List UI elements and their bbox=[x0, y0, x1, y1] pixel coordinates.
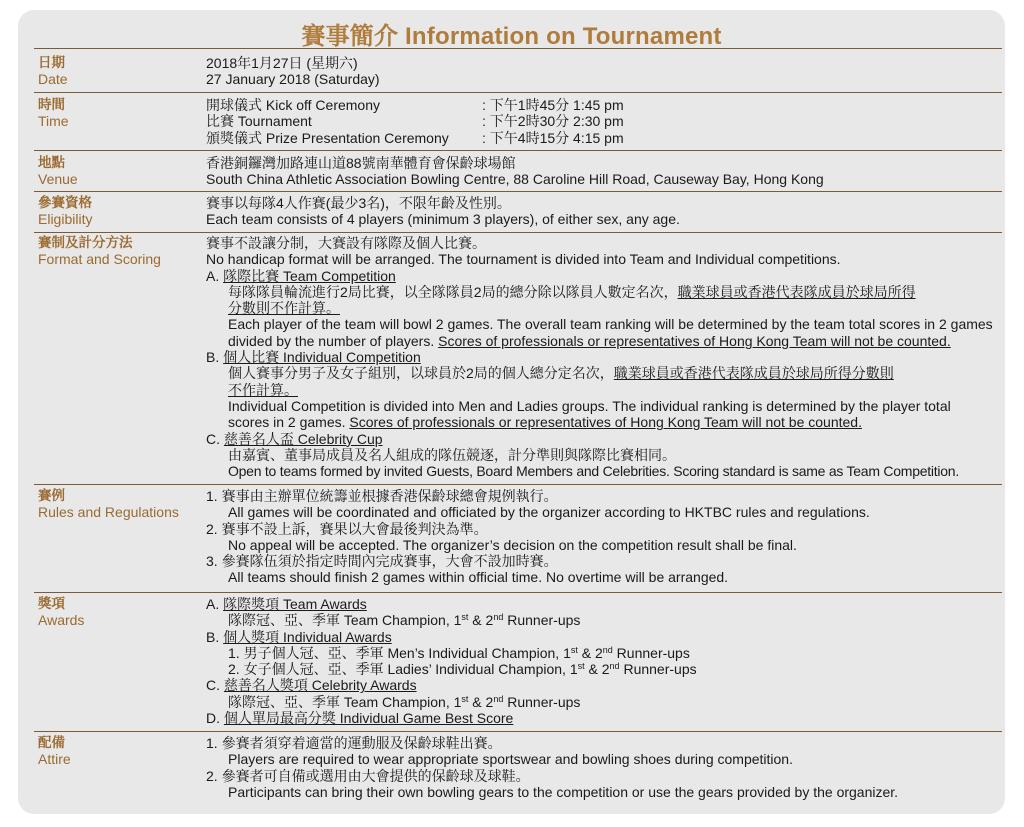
awards-content: A. 隊際獎項 Team Awards 隊際冠、亞、季軍 Team Champion, 1st & 2nd Runner-ups B. 個人獎項 Individual Awards 1. 男子個人冠、亞、季軍 Men’s Individual Champion, 1st & 2nd Runner-ups 2. 女子個人冠、亞、季軍 Ladies’ Individual Champion, 1st & 2nd Runner-ups C. 慈善名人獎項 Celebrity Awards 隊際冠、亞、季軍 Team Champion, 1st & 2nd Runner-ups D. 個人單局最高分獎 Individual Game Best Score bbox=[206, 596, 996, 726]
date-label: 日期 Date bbox=[38, 55, 68, 87]
rule-item: 2. 賽事不設上訴，賽果以大會最後判決為準。 bbox=[206, 520, 488, 537]
time-row: 開球儀式 Kick off Ceremony : 下午1時45分 1:45 pm bbox=[206, 97, 624, 113]
attire-item: 1. 參賽者須穿着適當的運動服及保齡球鞋出賽。 bbox=[206, 735, 502, 751]
date-zh: 2018年1月27日 (星期六) bbox=[206, 55, 358, 71]
eligibility-content: 賽事以每隊4人作賽(最少3名)，不限年齡及性別。 Each team consists of 4 players (minimum 3 players), of either sex, any age. bbox=[206, 195, 680, 228]
rule-item: 1. 賽事由主辦單位統籌並根據香港保齡球總會規例執行。 bbox=[206, 488, 558, 504]
format-label: 賽制及計分方法 Format and Scoring bbox=[38, 235, 161, 267]
attire-label: 配備 Attire bbox=[38, 735, 71, 767]
separator bbox=[34, 232, 1002, 233]
attire-content: 1. 參賽者須穿着適當的運動服及保齡球鞋出賽。 Players are required to wear appropriate sportswear and bowling shoes during competition. 2. 參賽者可自備或選用由大會提供的保齡球及球鞋。 Participants can bring their own bowling gears to the competition or use the gears provided by the organizer. bbox=[206, 735, 996, 800]
time-row: 頒獎儀式 Prize Presentation Ceremony : 下午4時15分 4:15 pm bbox=[206, 129, 624, 146]
attire-item: 2. 參賽者可自備或選用由大會提供的保齡球及球鞋。 bbox=[206, 767, 530, 784]
time-content bbox=[206, 97, 996, 146]
rules-content: 1. 賽事由主辦單位統籌並根據香港保齡球總會規例執行。 All games will be coordinated and officiated by the organizer according to HKTBC rules and regulations. 2. 賽事不設上訴，賽果以大會最後判決為準。 No appeal will be accepted. The organizer’s decision on the competition result shall be final. 3. 參賽隊伍須於指定時間內完成賽事，大會不設加時賽。 All teams should finish 2 games within official time. No overtime will be arranged. bbox=[206, 488, 996, 586]
individual-awards-heading: B. 個人獎項 Individual Awards bbox=[206, 628, 392, 645]
time-row: 比賽 Tournament : 下午2時30分 2:30 pm bbox=[206, 113, 624, 130]
eligibility-label: 參賽資格 Eligibility bbox=[38, 195, 93, 227]
separator bbox=[34, 150, 1002, 151]
celebrity-awards-heading: C. 慈善名人獎項 Celebrity Awards bbox=[206, 677, 417, 694]
date-content bbox=[206, 55, 996, 88]
celebrity-cup-heading: C. 慈善名人盃 Celebrity Cup bbox=[206, 430, 383, 447]
page-title: 賽事簡介 Information on Tournament bbox=[301, 23, 722, 50]
best-score-heading: D. 個人單局最高分獎 Individual Game Best Score bbox=[206, 710, 514, 727]
separator bbox=[34, 731, 1002, 732]
separator bbox=[34, 191, 1002, 192]
venue-label: 地點 Venue bbox=[38, 155, 78, 187]
separator bbox=[34, 92, 1002, 93]
format-content: 賽事不設讓分制，大賽設有隊際及個人比賽。 No handicap format will be arranged. The tournament is divided into Team and Individual competitions. A. 隊際比賽 Team Competition 每隊隊員輪流進行2局比賽，以全隊隊員2局的總分除以隊員人數定名次，職業球員或香港代表隊成員於球局所得 分數則不作計算。 Each player of the team will bowl 2 games. The overall team ranking will be determined by the team total scores in 2 games divided by the number of players. Scores of professionals or representatives of Hong Kong Team will not be counted. B. 個人比賽 Individual Competition 個人賽事分男子及女子組別，以球員於2局的個人總分定名次，職業球員或香港代表隊成員於球局所得分數則 不作計算。 Individual Competition is divided into Men and Ladies groups. The individual ranking is determined by the player total scores in 2 games. Scores of professionals or representatives of Hong Kong Team will not be counted. C. 慈善名人盃 Celebrity Cup 由嘉賓、董事局成員及名人組成的隊伍競逐，計分準則與隊際比賽相同。 Open to teams formed by invited Guests, Board Members and Celebrities. Scoring standard is same as Team Competition. bbox=[206, 235, 996, 479]
separator bbox=[34, 592, 1002, 593]
date-en: 27 January 2018 (Saturday) bbox=[206, 71, 380, 88]
separator bbox=[34, 48, 1002, 49]
team-competition-heading: A. 隊際比賽 Team Competition bbox=[206, 267, 396, 284]
venue-content: 香港銅鑼灣加路連山道88號南華體育會保齡球場館 South China Athletic Association Bowling Centre, 88 Caroline Hill Road, Causeway Bay, Hong Kong bbox=[206, 155, 824, 188]
team-awards-heading: A. 隊際獎項 Team Awards bbox=[206, 596, 367, 612]
rule-item: 3. 參賽隊伍須於指定時間內完成賽事，大會不設加時賽。 bbox=[206, 553, 558, 570]
separator bbox=[34, 484, 1002, 485]
rules-label: 賽例 Rules and Regulations bbox=[38, 488, 179, 520]
individual-competition-heading: B. 個人比賽 Individual Competition bbox=[206, 349, 421, 366]
awards-label: 獎項 Awards bbox=[38, 596, 85, 628]
time-label: 時間 Time bbox=[38, 97, 69, 129]
